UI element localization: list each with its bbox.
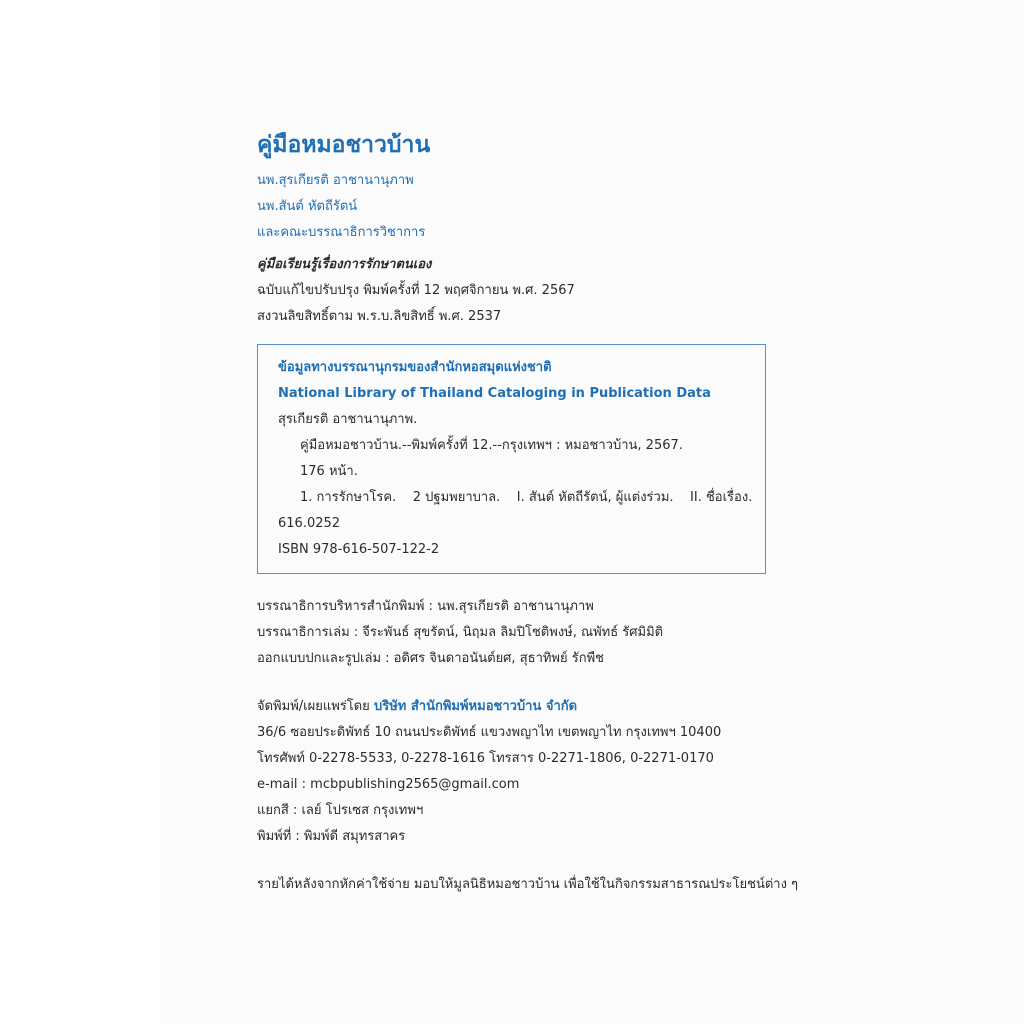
editors-line: บรรณาธิการเล่ม : จีระพันธ์ สุขรัตน์, นิฤมล ลิมปิโชติพงษ์, ณพัทธ์ รัศมิมิติ xyxy=(257,625,664,640)
cip-subjects: 1. การรักษาโรค. 2 ปฐมพยาบาล. I. สันต์ หัตถีรัตน์, ผู้แต่งร่วม. II. ชื่อเรื่อง. xyxy=(300,490,753,505)
cip-title-entry: คู่มือหมอชาวบ้าน.--พิมพ์ครั้งที่ 12.--กรุงเทพฯ : หมอชาวบ้าน, 2567. xyxy=(300,438,683,453)
publisher-line xyxy=(257,694,897,720)
cip-data-box xyxy=(257,344,766,574)
cip-pages: 176 หน้า. xyxy=(300,464,358,479)
left-margin xyxy=(0,0,160,1024)
publisher-phone: โทรศัพท์ 0-2278-5533, 0-2278-1616 โทรสาร 0-2271-1806, 0-2271-0170 xyxy=(257,751,714,766)
author-2: นพ.สันต์ หัตถีรัตน์ xyxy=(257,199,358,214)
edition-line: ฉบับแก้ไขปรับปรุง พิมพ์ครั้งที่ 12 พฤศจิกายน พ.ศ. 2567 xyxy=(257,283,575,298)
publisher-address: 36/6 ซอยประดิพัทธ์ 10 ถนนประดิพัทธ์ แขวงพญาไท เขตพญาไท กรุงเทพฯ 10400 xyxy=(257,725,722,740)
series-title: คู่มือเรียนรู้เรื่องการรักษาตนเอง xyxy=(257,257,432,272)
printer-line: พิมพ์ที่ : พิมพ์ดี สมุทรสาคร xyxy=(257,829,406,844)
publisher-section xyxy=(257,694,897,850)
author-1: นพ.สุรเกียรติ อาชานานุภาพ xyxy=(257,173,414,188)
design-line: ออกแบบปกและรูปเล่ม : อดิศร จินดาอนันต์ยศ, สุธาทิพย์ รักพืช xyxy=(257,651,605,666)
executive-editor-line: บรรณาธิการบริหารสำนักพิมพ์ : นพ.สุรเกียรติ อาชานานุภาพ xyxy=(257,599,594,614)
copyright-page-content xyxy=(257,128,897,898)
publisher-email: e-mail : mcbpublishing2565@gmail.com xyxy=(257,777,520,792)
book-title: คู่มือหมอชาวบ้าน xyxy=(257,132,431,158)
cip-isbn: ISBN 978-616-507-122-2 xyxy=(278,542,440,557)
color-separation-line: แยกสี : เลย์ โปรเซส กรุงเทพฯ xyxy=(257,803,424,818)
credits-section xyxy=(257,594,897,672)
author-3: และคณะบรรณาธิการวิชาการ xyxy=(257,225,426,240)
cip-author-entry: สุรเกียรติ อาชานานุภาพ. xyxy=(278,412,418,427)
donation-note: รายได้หลังจากหักค่าใช้จ่าย มอบให้มูลนิธิหมอชาวบ้าน เพื่อใช้ในกิจกรรมสาธารณประโยชน์ต่าง ๆ xyxy=(257,877,799,892)
cip-heading-english: National Library of Thailand Cataloging in Publication Data xyxy=(278,386,711,401)
cip-class-number: 616.0252 xyxy=(278,516,341,531)
copyright-line: สงวนลิขสิทธิ์ตาม พ.ร.บ.ลิขสิทธิ์ พ.ศ. 2537 xyxy=(257,309,502,324)
cip-heading-thai: ข้อมูลทางบรรณานุกรมของสำนักหอสมุดแห่งชาติ xyxy=(278,360,552,375)
publisher-name: บริษัท สำนักพิมพ์หมอชาวบ้าน จำกัด xyxy=(373,699,578,714)
publisher-label: จัดพิมพ์/เผยแพร่โดย xyxy=(257,699,370,714)
book-page xyxy=(160,0,1024,1024)
